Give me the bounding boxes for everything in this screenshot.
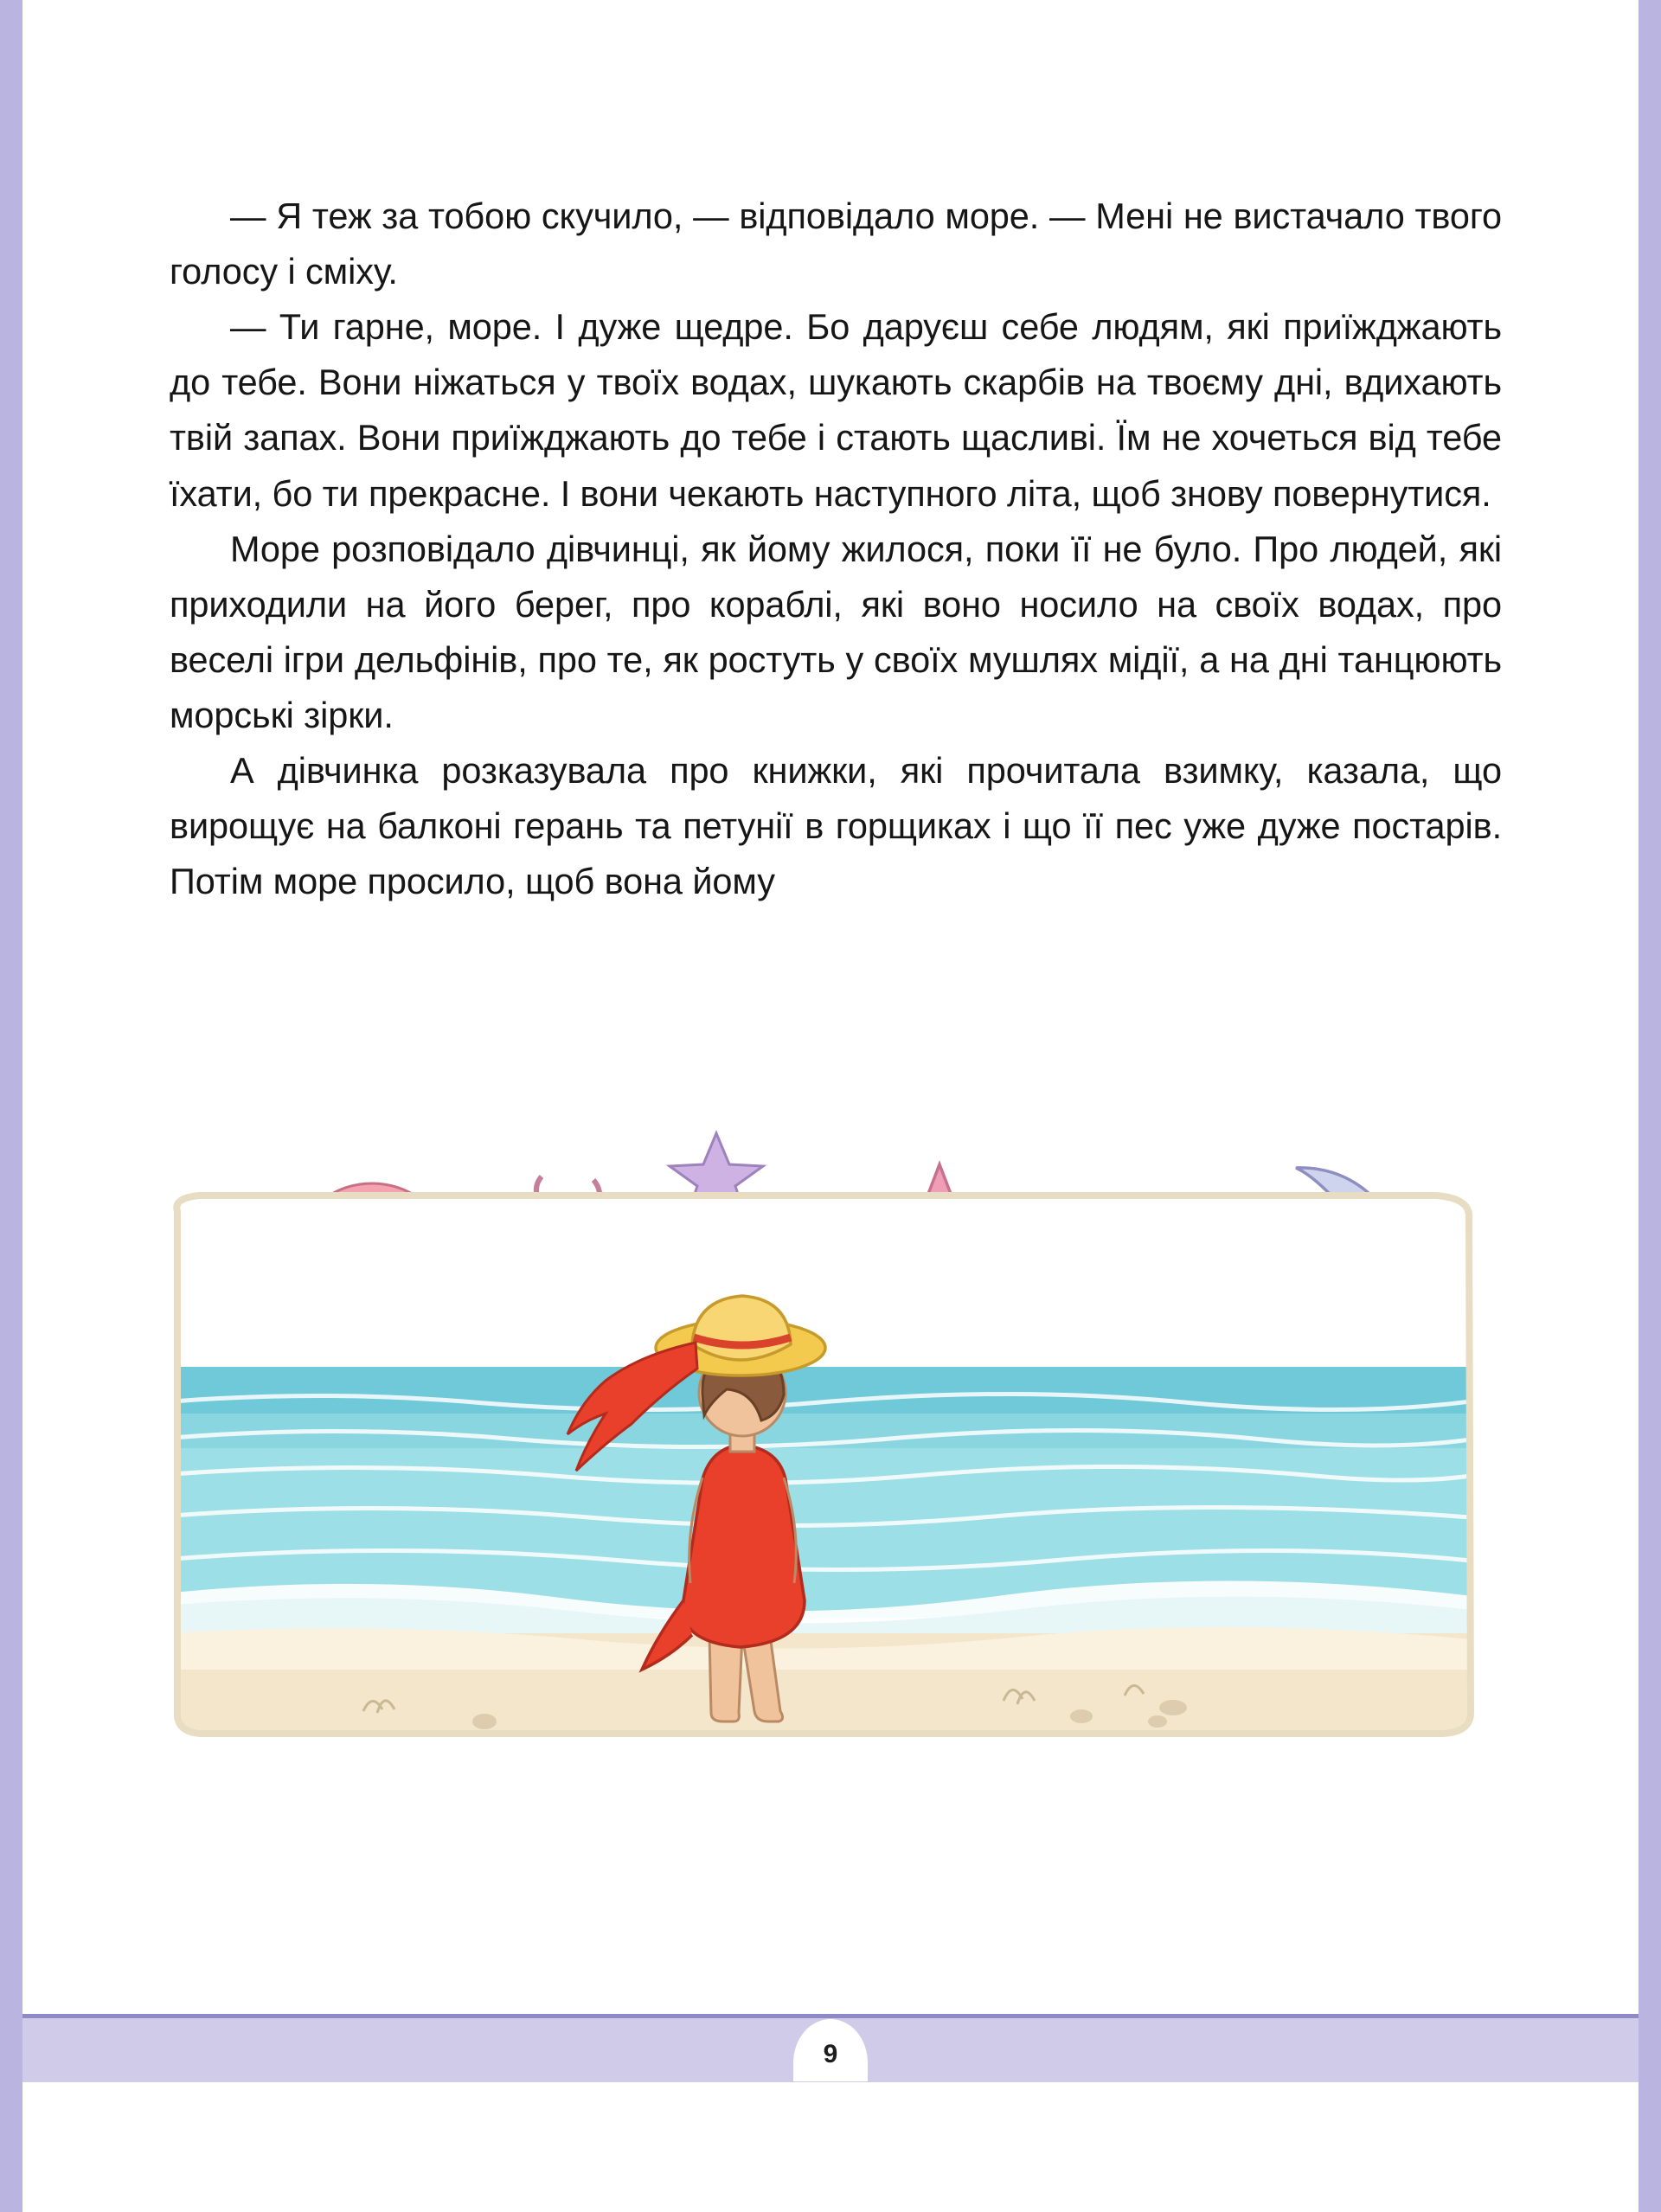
page-number: 9 bbox=[823, 2040, 838, 2068]
paragraph-1: — Я теж за тобою скучило, — відповідало море. — Мені не вистачало твого голосу і сміху. bbox=[170, 196, 1502, 292]
right-decorative-rail bbox=[1639, 0, 1661, 2212]
left-decorative-rail bbox=[0, 0, 22, 2212]
footer-white-area bbox=[22, 2082, 1639, 2212]
paragraph-2: — Ти гарне, море. І дуже щедре. Бо даруєш себе людям, які приїжджають до тебе. Вони ніжаться у твоїх водах, шукають скарбів на твоєму дні, вдихають твій запах. Вони приїжджають до тебе і стають щасливі. Їм не хочеться від тебе їхати, бо ти прекрасне. І вони чекають наступного літа, щоб знову повернутися. bbox=[170, 306, 1502, 514]
body-text bbox=[170, 189, 1502, 909]
paragraph-3: Море розповідало дівчинці, як йому жилося, поки її не було. Про людей, які приходили на його берег, про кораблі, які воно носило на своїх водах, про веселі ігри дельфінів, про те, як ростуть у своїх мушлях мідії, а на дні танцюють морські зірки. bbox=[170, 528, 1502, 735]
paragraph-4: А дівчинка розказувала про книжки, які прочитала взимку, казала, що вирощує на балконі герань та петунії в горщиках і що її пес уже дуже постарів. Потім море просило, щоб вона йому bbox=[170, 750, 1502, 902]
scene-frame bbox=[164, 1185, 1479, 1747]
illustration-seashore bbox=[0, 1116, 1661, 1825]
